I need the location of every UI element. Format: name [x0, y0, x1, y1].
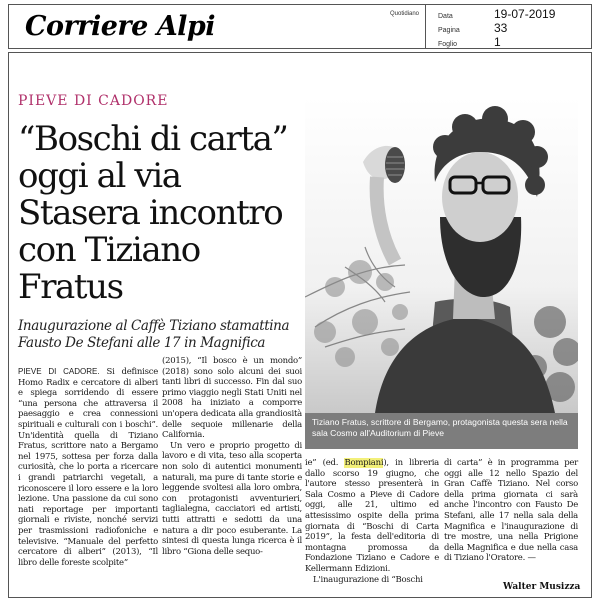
body-column-2: (2015), “Il bosco è un mondo” (2018) sono solo alcuni dei suoi tanti libri di successo. Fin dal suo primo viaggio negli Stati Uniti nel 2008 ha iniziato a comporre un'opera dedicata alla grandiosità delle sequoie millenarie della California. Un vero e proprio progetto di lavoro e di vita, teso alla scoperta non solo di autentici monumenti naturali, ma pure di tante storie e leggende svoltesi alla loro ombra, con protagonisti avventurieri, taglialegna, cacciatori ed artisti, tutti attratti e sedotti da una natura a dir poco esuberante. La sintesi di questa lunga ricerca è il libro “Giona delle sequo- [162, 356, 302, 557]
author-photo [305, 97, 578, 413]
sheet-row: Foglio 1 [438, 35, 501, 49]
body-column-3: ie” (ed. Bompiani), in libreria dallo scorso 19 giugno, che l'autore stesso presenterà in Sala Cosmo a Pieve di Cadore oggi, alle 21, ultimo ed attesissimo ospite della prima giornata di “Boschi di Carta 2019”, la festa dell'editoria di montagna promossa da Fondazione Tiziano e Cadore e Kellermann Edizioni. L'inaugurazione di “Boschi [305, 458, 439, 585]
dateline: PIEVE DI CADORE. [18, 367, 100, 376]
issue-meta [425, 5, 593, 48]
photo-caption: Tiziano Fratus, scrittore di Bergamo, protagonista questa sera nella sala Cosmo all'Auditorium di Pieve [305, 413, 578, 449]
newspaper-header [8, 4, 592, 49]
body-column-4: di carta” è in programma per oggi alle 12 nello Spazio del Gran Caffè Tiziano. Nel corso della prima giornata ci sarà anche l'incontro con Fausto De Stefani, alle 17 nella sala della Magnifica e l'inaugurazione di tre mostre, una nella Prigione della Magnifica e due nella casa di Tiziano l'Oratore. — [444, 458, 578, 564]
article-kicker: PIEVE DI CADORE [18, 93, 169, 109]
page-row: Pagina 33 [438, 21, 508, 35]
article-author: Walter Musizza [503, 582, 581, 592]
sheet-value: 1 [494, 35, 501, 49]
article-title: “Boschi di carta” oggi al via Stasera incontro con Tiziano Fratus [18, 119, 288, 307]
newspaper-logo: Corriere Alpi [25, 11, 216, 42]
page-value: 33 [494, 21, 508, 35]
publication-type: Quotidiano [390, 11, 420, 17]
article-subtitle: Inaugurazione al Caffè Tiziano stamattina Fausto De Stefani alle 17 in Magnifica [18, 318, 290, 351]
date-row: Data 19-07-2019 [438, 7, 556, 21]
highlighted-publisher: Bompiani [344, 458, 384, 468]
body-column-1: PIEVE DI CADORE. Si definisce Homo Radix e cercatore di alberi e spiega sorridendo di essere “una persona che attraversa il paesaggio e crea connessioni spirituali e culturali con i boschi”. Un'identità quella di Tiziano Fratus, scrittore nato a Bergamo nel 1975, sottesa per forza dalla curiosità, che lo porta a ricercare i grandi patriarchi vegetali, a riconoscere il loro essere e la loro lezione. Una passione da cui sono nati reportage per importanti giornali e riviste, nonché servizi per trasmissioni radiofoniche e televisive. “Manuale del perfetto cercatore di alberi” (2013), “Il libro delle foreste scolpite” [18, 367, 158, 568]
portrait-illustration [305, 97, 578, 413]
date-value: 19-07-2019 [494, 7, 556, 21]
